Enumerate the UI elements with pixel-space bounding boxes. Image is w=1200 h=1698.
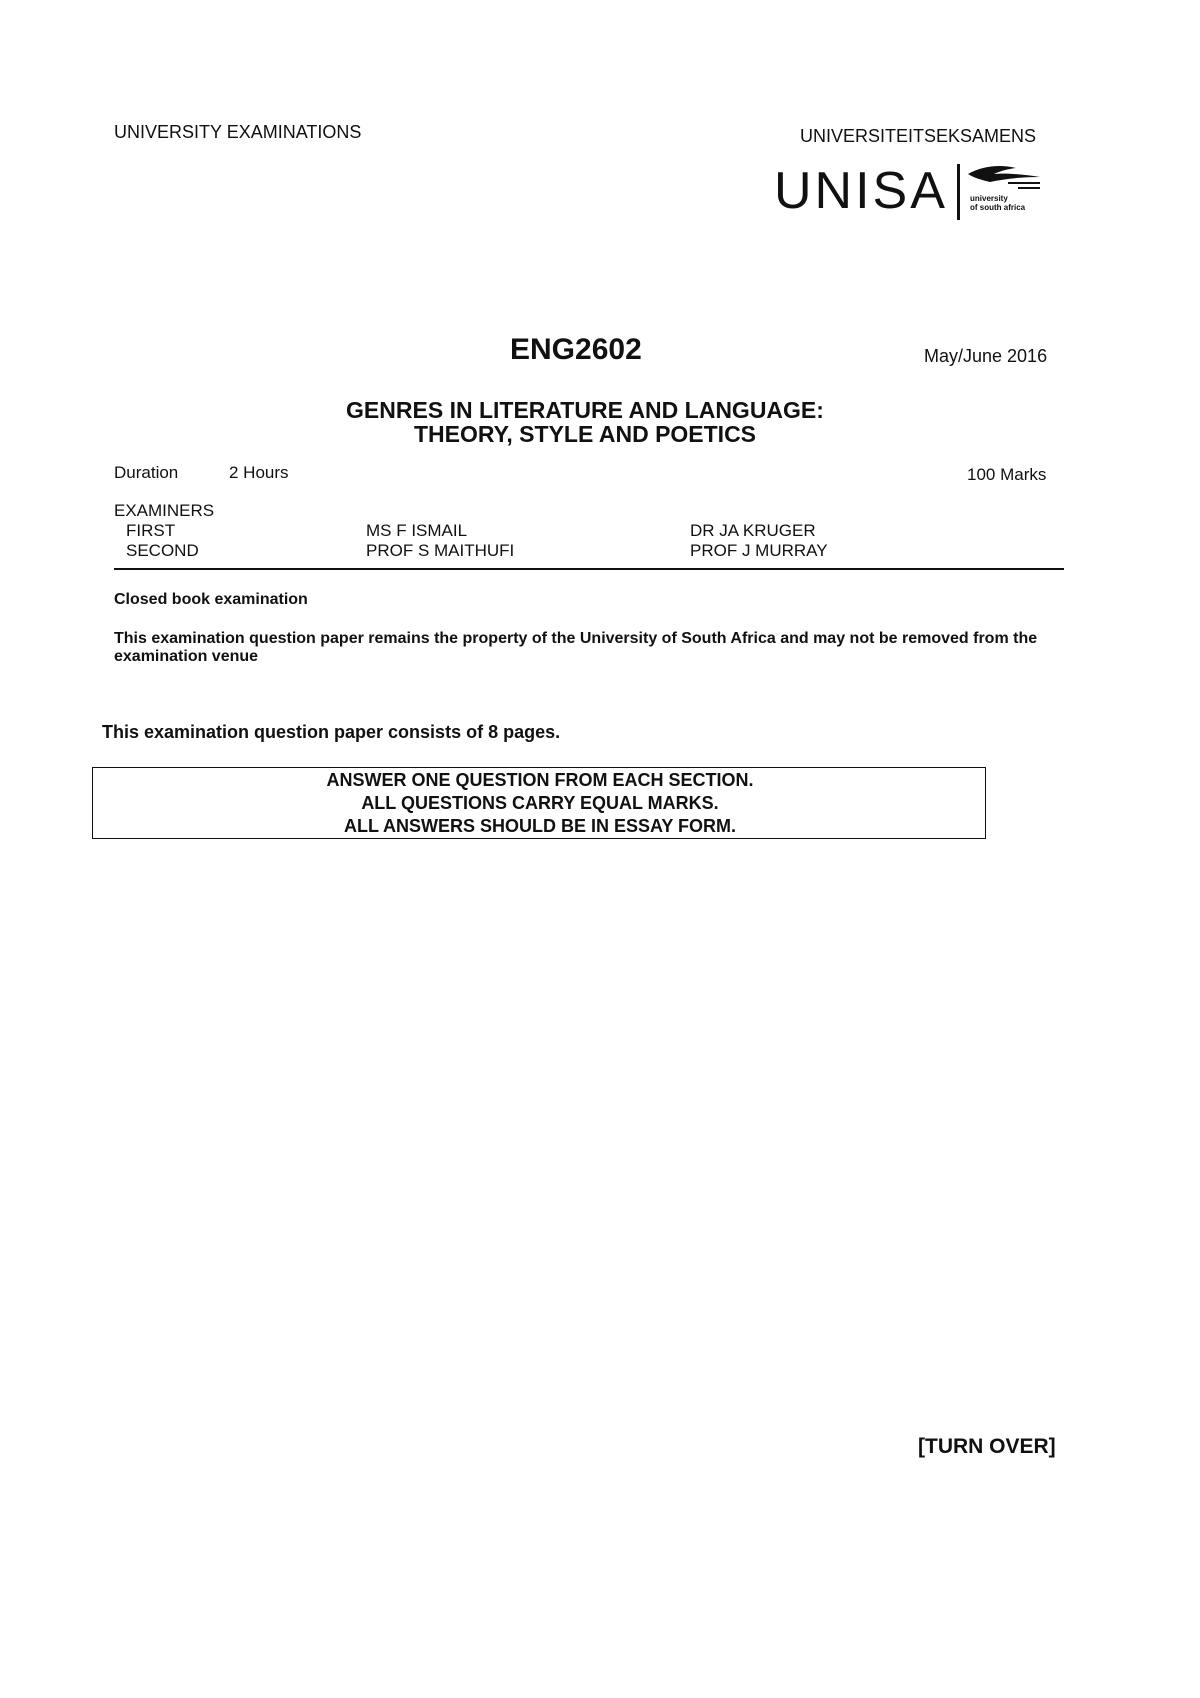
examiner-name: PROF J MURRAY (690, 541, 828, 560)
closed-book-note: Closed book examination (114, 591, 308, 608)
duration-label: Duration (114, 463, 179, 482)
examiner-role-first: FIRST (126, 521, 176, 540)
unisa-logo-divider (957, 164, 960, 220)
total-marks: 100 Marks (967, 465, 1047, 484)
instruction-line: ALL ANSWERS SHOULD BE IN ESSAY FORM. (343, 816, 737, 836)
instruction-line: ALL QUESTIONS CARRY EQUAL MARKS. (361, 793, 719, 813)
unisa-logo-word: UNISA (774, 162, 948, 220)
course-title-line-2: THEORY, STYLE AND POETICS (413, 421, 757, 447)
header-universiteitseksamens: UNIVERSITEITSEKSAMENS (800, 126, 1037, 146)
examiner-name: PROF S MAITHUFI (366, 541, 515, 560)
unisa-logo-tagline-2: of south africa (970, 203, 1026, 212)
examiner-name: DR JA KRUGER (690, 521, 816, 540)
unisa-bird-icon (964, 162, 1044, 194)
turn-over-label: [TURN OVER] (918, 1435, 1056, 1458)
unisa-logo (774, 160, 1044, 222)
header-university-examinations: UNIVERSITY EXAMINATIONS (114, 122, 362, 142)
unisa-logo-tagline-1: university (970, 194, 1008, 203)
property-note: This examination question paper remains the property of the University of South Africa and may not be removed from the examination venue (114, 630, 1038, 665)
course-code: ENG2602 (510, 333, 642, 366)
course-title-line-1: GENRES IN LITERATURE AND LANGUAGE: (346, 397, 824, 423)
header-divider-rule (114, 568, 1064, 570)
examiner-name: MS F ISMAIL (366, 521, 468, 540)
instruction-line: ANSWER ONE QUESTION FROM EACH SECTION. (326, 770, 754, 790)
examiners-label: EXAMINERS (114, 501, 215, 520)
examiner-role-second: SECOND (126, 541, 199, 560)
instructions-box (92, 767, 986, 839)
duration-value: 2 Hours (229, 463, 289, 482)
page-count-note: This examination question paper consists of 8 pages. (102, 722, 561, 742)
exam-session: May/June 2016 (924, 346, 1048, 366)
